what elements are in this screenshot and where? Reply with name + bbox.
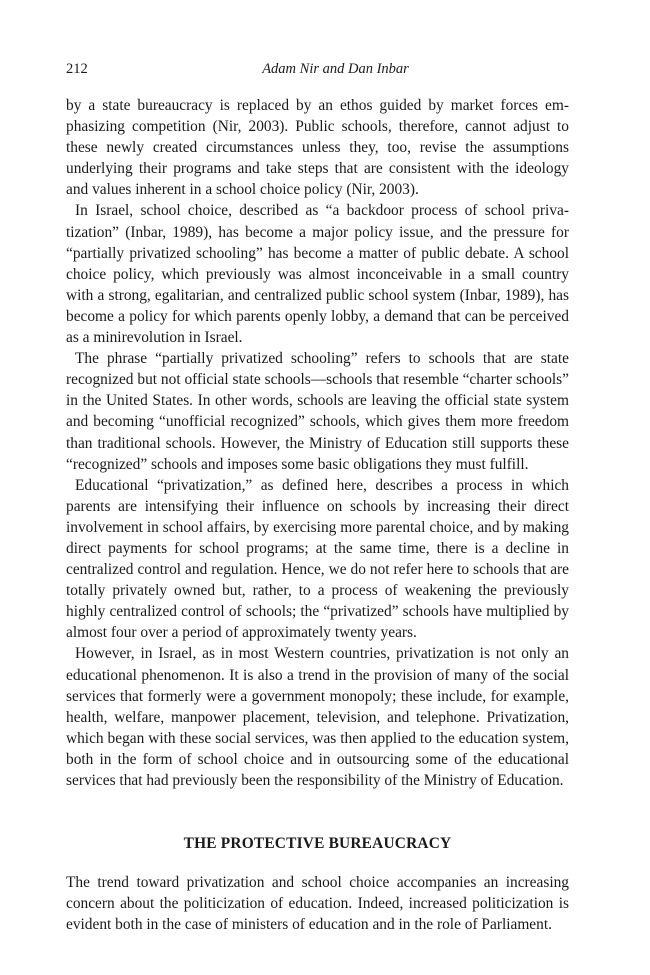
paragraph-politicization: The trend toward privatization and school choice accompanies an increasing concern about the politicization of education. Indeed, increased politicization is evident both in the case of ministers of education and in the role of Parliament. [66, 874, 569, 934]
page-number: 212 [66, 61, 88, 77]
paragraph-school-choice-israel: In Israel, school choice, described as “a backdoor process of school privatization” (Inbar, 1989), has become a major policy issue, and the pressure for “partially privatized schooling” has become a matter of public debate. A school choice policy, which previously was almost inconceivable in a small country with a strong, egalitarian, and centralized public school system (Inbar, 1989), has become a policy for which parents openly lobby, a demand that can be perceived as a minirevolution in Israel. [66, 202, 569, 347]
paragraph-partially-privatized: The phrase “partially privatized schooling” refers to schools that are state recognized but not official state schools—schools that resemble “charter schools” in the United States. In other words, schools are leaving the official state system and becoming “unofficial recognized” schools, which gives them more freedom than traditional schools. However, the Ministry of Education still supports these “recognized” schools and imposes some basic obligations they must fulfill. [66, 350, 569, 473]
paragraph-western-countries: However, in Israel, as in most Western countries, privatization is not only an educational phenomenon. It is also a trend in the provision of many of the social services that formerly were a government monopoly; these include, for example, health, welfare, manpower placement, television, and telephone. Privatization, which began with these social services, was then applied to the education system, both in the form of school choice and in outsourcing some of the educational services that had previously been the responsibility of the Ministry of Education. [66, 645, 569, 789]
section-heading: THE PROTECTIVE BUREAUCRACY [183, 835, 452, 853]
paragraph-continued: by a state bureaucracy is replaced by an ethos guided by market forces emphasizing competition (Nir, 2003). Public schools, therefore, cannot adjust to these newly created circumstances unless they, too, revise the assumptions underlying their programs and take steps that are consistent with the ideology and values inherent in a school choice policy (Nir, 2003). [66, 97, 569, 199]
running-head [66, 58, 569, 80]
book-page [66, 58, 569, 935]
body-text [66, 95, 569, 935]
paragraph-educational-privatization: Educational “privatization,” as defined here, describes a process in which parents are intensifying their influence on schools by increasing their direct involvement in school affairs, by exercising more parental choice, and by making direct payments for school programs; at the same time, there is a decline in centralized control and regulation. Hence, we do not refer here to schools that are totally privately owned but, rather, to a process of weakening the previously highly centralized control of schools; the “privatized” schools have multiplied by almost four over a period of approximately twenty years. [66, 476, 569, 642]
running-title: Adam Nir and Dan Inbar [262, 61, 409, 77]
